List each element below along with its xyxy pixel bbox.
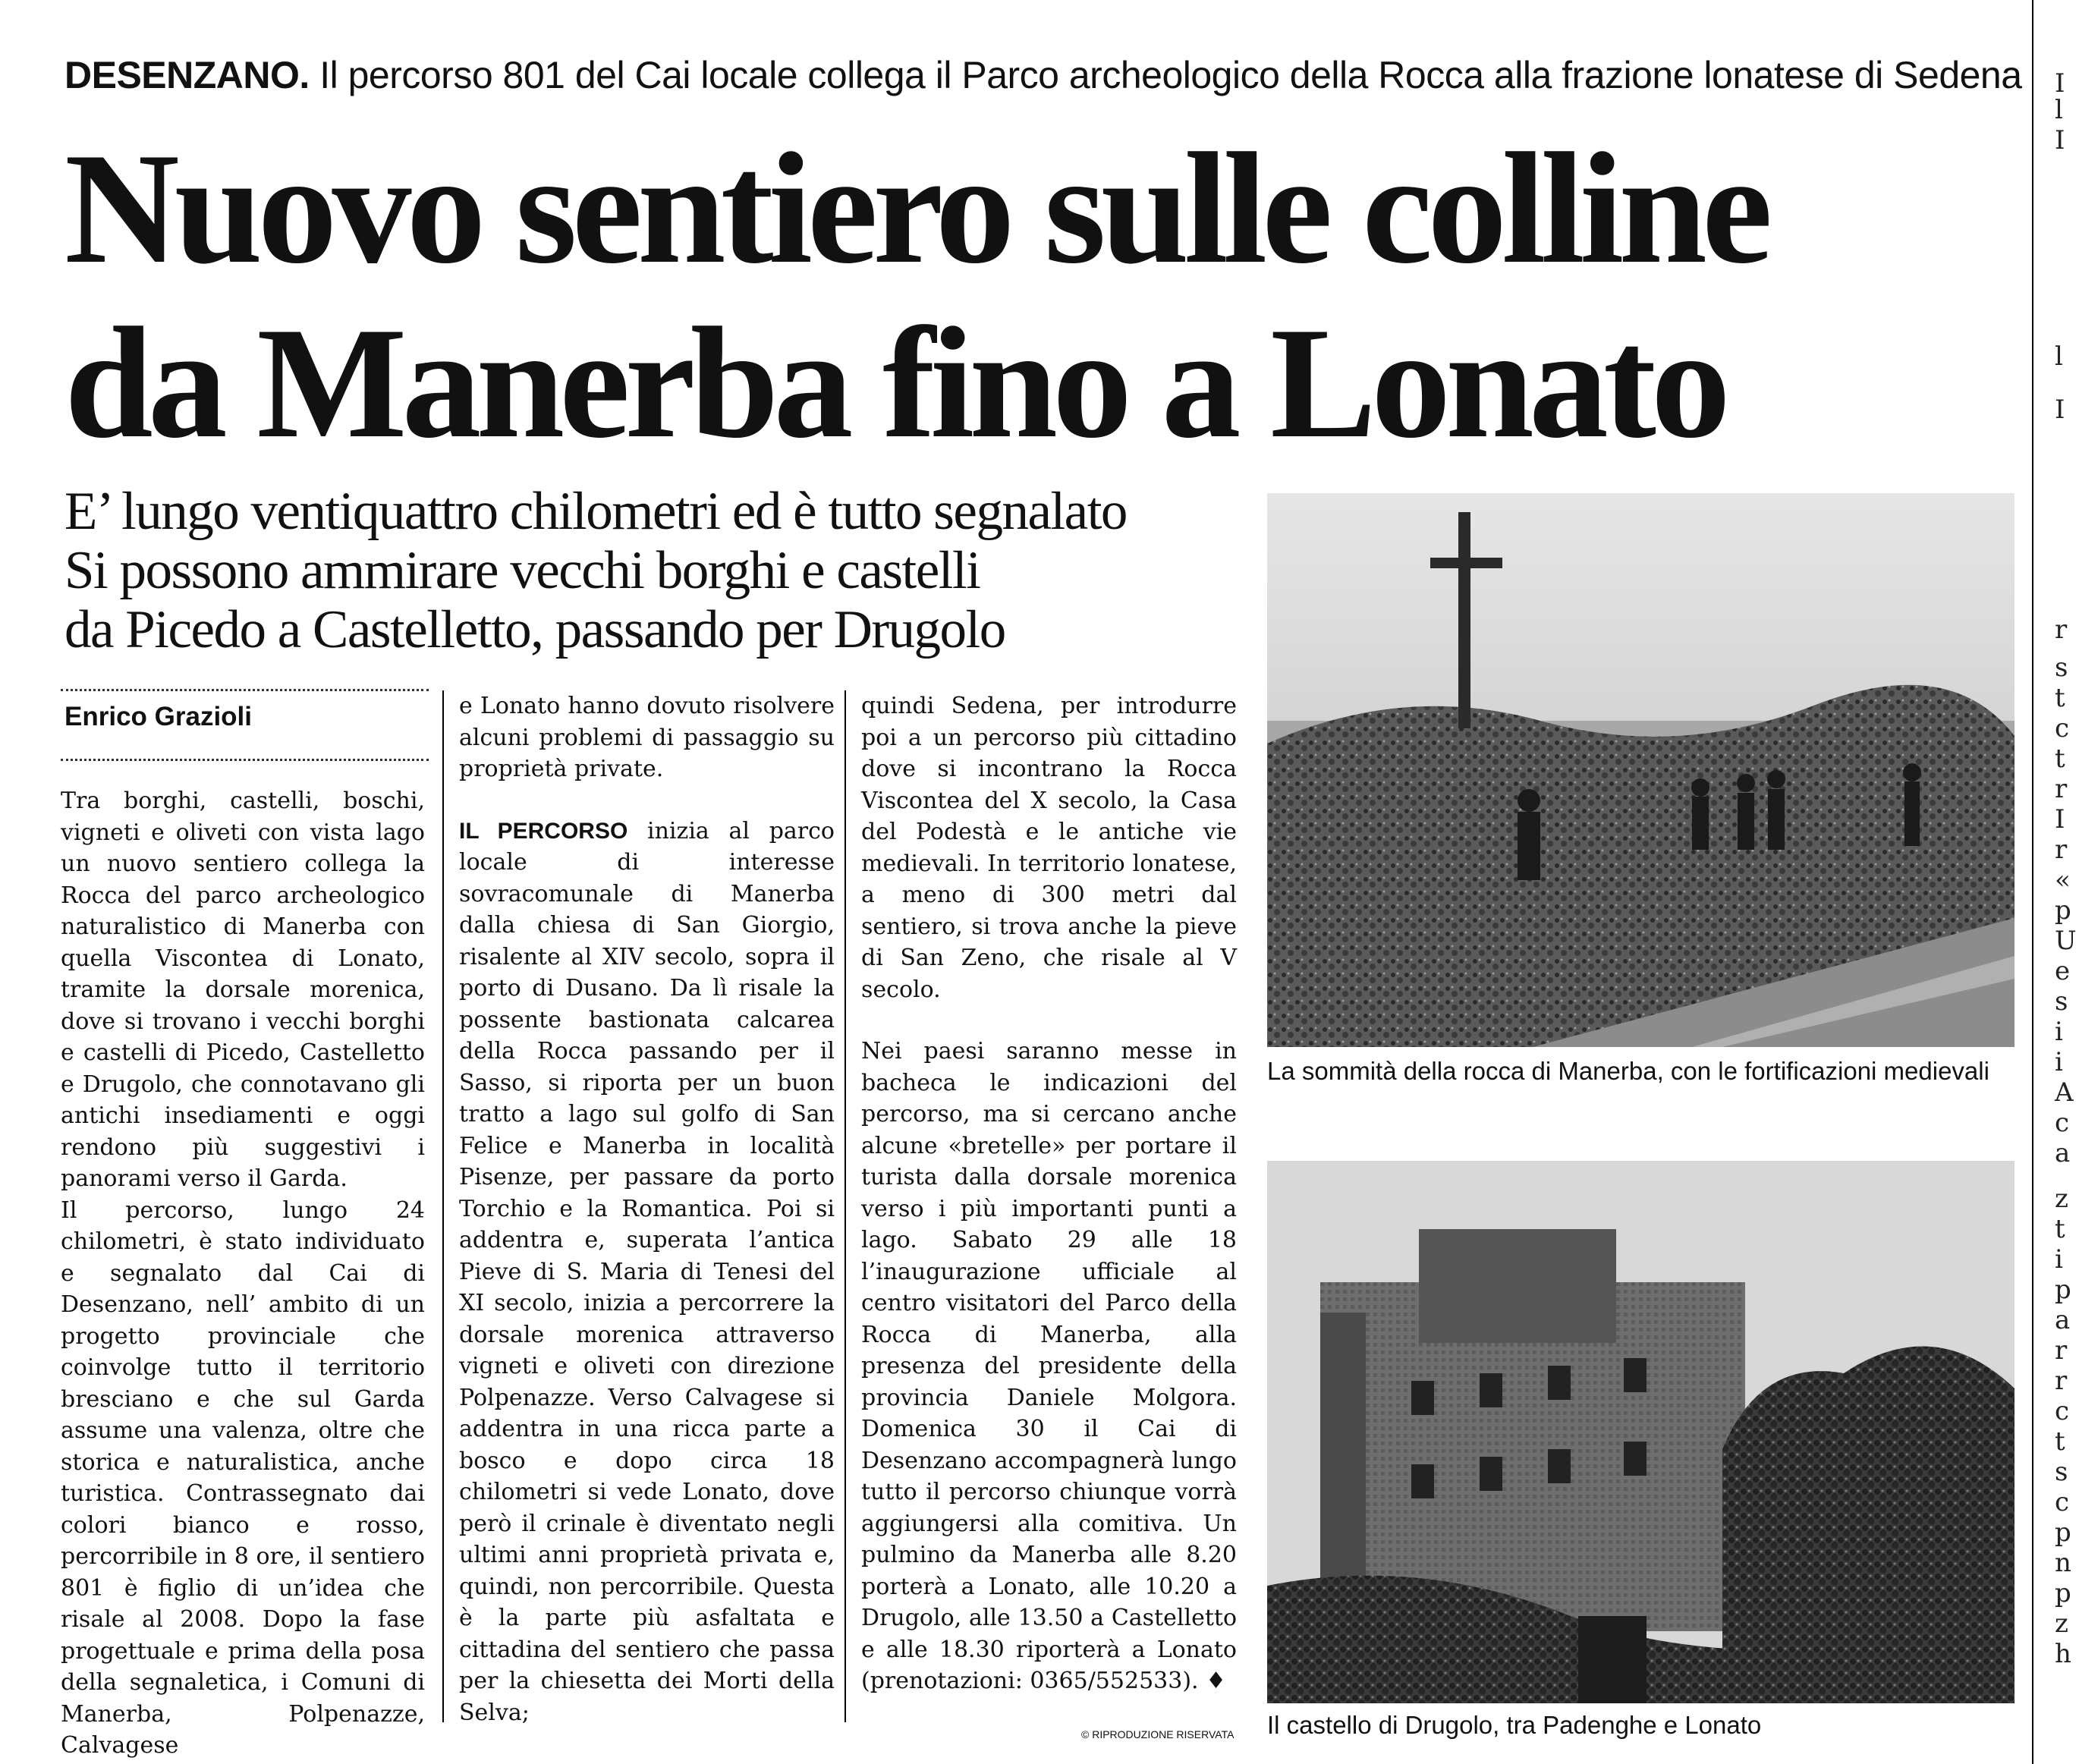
paragraph: quindi Sedena, per introdurre poi a un percorso più cittadino dove si incontrano la Rocca Viscontea del X secolo, la Casa del Podestà e le antiche vie medievali. In territorio lonatese, a meno di 300 metri dal sentiero, si trova anche la pieve di San Zeno, che risale al V secolo. (861, 693, 1237, 1003)
photo-caption-2: Il castello di Drugolo, tra Padenghe e Lonato (1267, 1711, 1762, 1739)
fragment-letter: z (2055, 1608, 2068, 1639)
fragment-letter: l (2055, 95, 2063, 125)
photo-rocca-manerba (1267, 493, 2015, 1047)
fragment-letter: p (2055, 1275, 2071, 1305)
fragment-letter: r (2055, 835, 2068, 865)
fragment-letter: A (2055, 1077, 2074, 1108)
column-divider (442, 690, 444, 1722)
byline-rule-top (61, 689, 429, 691)
subhead-line-2: Si possono ammirare vecchi borghi e castelli (64, 541, 980, 600)
paragraph (459, 816, 835, 1729)
paragraph: Tra borghi, castelli, boschi, vigneti e oliveti con vista lago un nuovo sentiero collega la Rocca del parco archeologico naturalistico di Manerba con quella Viscontea di Lonato, tramite la dorsale morenica, dove si trovano i vecchi borghi e castelli di Picedo, Castelletto e Drugolo, che connotavano gli antichi insediamenti e oggi rendono più suggestivi i panorami verso il Garda. (61, 788, 425, 1192)
fragment-letter: c (2055, 1487, 2070, 1517)
byline-rule-bottom (61, 759, 429, 761)
fragment-letter: I (2055, 395, 2065, 425)
paragraph-text: inizia al parco locale di interesse sovracomunale di Manerba dalla chiesa di San Giorgio, risalente al XIV secolo, sopra il porto di Dusano. Da lì risale la possente bastionata calcarea della Rocca passando per il Sasso, si riporta per un buon tratto a lago sul golfo di San Felice e Manerba in località Pisenze, per passare da porto Torchio e la Romantica. Poi si addentra e, superata l’antica Pieve di S. Maria di Tenesi del XI secolo, inizia a percorrere la dorsale morenica attraverso vigneti e oliveti con direzione Polpenazze. Verso Calvagese si addentra in una ricca parte a bosco e dopo circa 18 chilometri si vede Lonato, dove però il crinale è diventato negli ultimi anni proprietà privata e, quindi, non percorribile. Questa è la parte più asfaltata e cittadina del sentiero che passa per la chiesetta dei Morti della Selva; (459, 817, 835, 1726)
fragment-letter: z (2055, 1184, 2068, 1214)
fragment-letter: p (2055, 895, 2071, 926)
fragment-letter: h (2055, 1639, 2071, 1669)
article-column-2 (459, 690, 835, 1728)
fragment-letter: e (2055, 956, 2071, 986)
fragment-letter: s (2055, 986, 2068, 1017)
fragment-letter: c (2055, 1396, 2070, 1426)
fragment-letter: s (2055, 1457, 2068, 1487)
fragment-letter: r (2055, 615, 2068, 645)
kicker-text: Il percorso 801 del Cai locale collega il Parco archeologico della Rocca alla frazione lonatese di Sedena (319, 54, 2022, 96)
fragment-letter: a (2055, 1305, 2071, 1335)
fragment-letter: i (2055, 1047, 2063, 1077)
fragment-letter: p (2055, 1517, 2071, 1548)
fragment-letter: t (2055, 1214, 2065, 1244)
article-column-1 (61, 785, 425, 1762)
subhead-line-1: E’ lungo ventiquattro chilometri ed è tutto segnalato (64, 482, 1127, 541)
fragment-letter: I (2055, 125, 2065, 156)
paragraph: Il percorso, lungo 24 chilometri, è stato individuato e segnalato dal Cai di Desenzano, nell’ ambito di un progetto provinciale che coinvolge tutto il territorio bresciano e che sul Garda assume una valenza, oltre che storica e naturalistica, anche turistica. Contrassegnato dai colori bianco e rosso, percorribile in 8 ore, il sentiero 801 è figlio di un’idea che risale al 2008. Dopo la fase progettuale e prima della posa della segnaletica, i Comuni di Manerba, Polpenazze, Calvagese (61, 1196, 425, 1759)
fragment-letter: I (2055, 804, 2065, 835)
fragment-letter: s (2055, 652, 2068, 683)
fragment-letter: « (2055, 865, 2071, 895)
headline-line-2: da Manerba fino a Lonato (64, 295, 1725, 471)
page-divider (2032, 0, 2033, 1764)
article-column-3 (861, 690, 1237, 1697)
fragment-letter: t (2055, 683, 2065, 713)
fragment-letter: i (2055, 1244, 2063, 1275)
photo-caption-1: La sommità della rocca di Manerba, con le fortificazioni medievali (1267, 1057, 1989, 1085)
kicker-line (64, 53, 2022, 97)
photo-castello-drugolo-image (1267, 1161, 2015, 1703)
photo-rocca-manerba-image (1267, 493, 2015, 1047)
fragment-letter: p (2055, 1578, 2071, 1608)
headline-line-1: Nuovo sentiero sulle colline (64, 121, 1768, 297)
photo-castello-drugolo (1267, 1161, 2015, 1703)
fragment-letter: r (2055, 1366, 2068, 1396)
fragment-letter: t (2055, 744, 2065, 774)
adjacent-article-fragment (2041, 0, 2079, 1764)
fragment-letter: l (2055, 341, 2063, 372)
fragment-letter: c (2055, 713, 2070, 744)
fragment-letter: t (2055, 1426, 2065, 1457)
subhead-line-3: da Picedo a Castelletto, passando per Drugolo (64, 600, 1005, 659)
paragraph: e Lonato hanno dovuto risolvere alcuni problemi di passaggio su proprietà private. (459, 693, 835, 782)
fragment-letter: i (2055, 1017, 2063, 1047)
subhead (64, 482, 1127, 659)
fragment-letter: n (2055, 1548, 2071, 1578)
byline: Enrico Grazioli (64, 702, 252, 731)
section-lead: IL PERCORSO (459, 818, 628, 844)
fragment-letter: r (2055, 774, 2068, 804)
headline (64, 121, 1767, 470)
kicker-place: DESENZANO. (64, 54, 310, 96)
fragment-letter: a (2055, 1138, 2071, 1168)
column-divider (844, 690, 846, 1722)
fragment-letter: c (2055, 1108, 2070, 1138)
fragment-letter: I (2055, 68, 2065, 99)
paragraph: Nei paesi saranno messe in bacheca le indicazioni del percorso, ma si cercano anche alcune «bretelle» per portare il turista dalla dorsale morenica verso i più importanti punti a lago. Sabato 29 alle 18 l’inaugurazione ufficiale al centro visitatori del Parco della Rocca di Manerba, alla presenza del presidente della provincia Daniele Molgora. Domenica 30 il Cai di Desenzano accompagnerà lungo tutto il percorso chiunque vorrà aggiungersi alla comitiva. Un pulmino da Manerba alle 8.20 porterà a Lonato, alle 10.20 a Drugolo, alle 13.50 a Castelletto e alle 18.30 riporterà a Lonato (prenotazioni: 0365/552533). ♦ (861, 1038, 1237, 1694)
fragment-letter: U (2055, 926, 2077, 956)
copyright-notice: © RIPRODUZIONE RISERVATA (1081, 1728, 1235, 1740)
fragment-letter: r (2055, 1335, 2068, 1366)
